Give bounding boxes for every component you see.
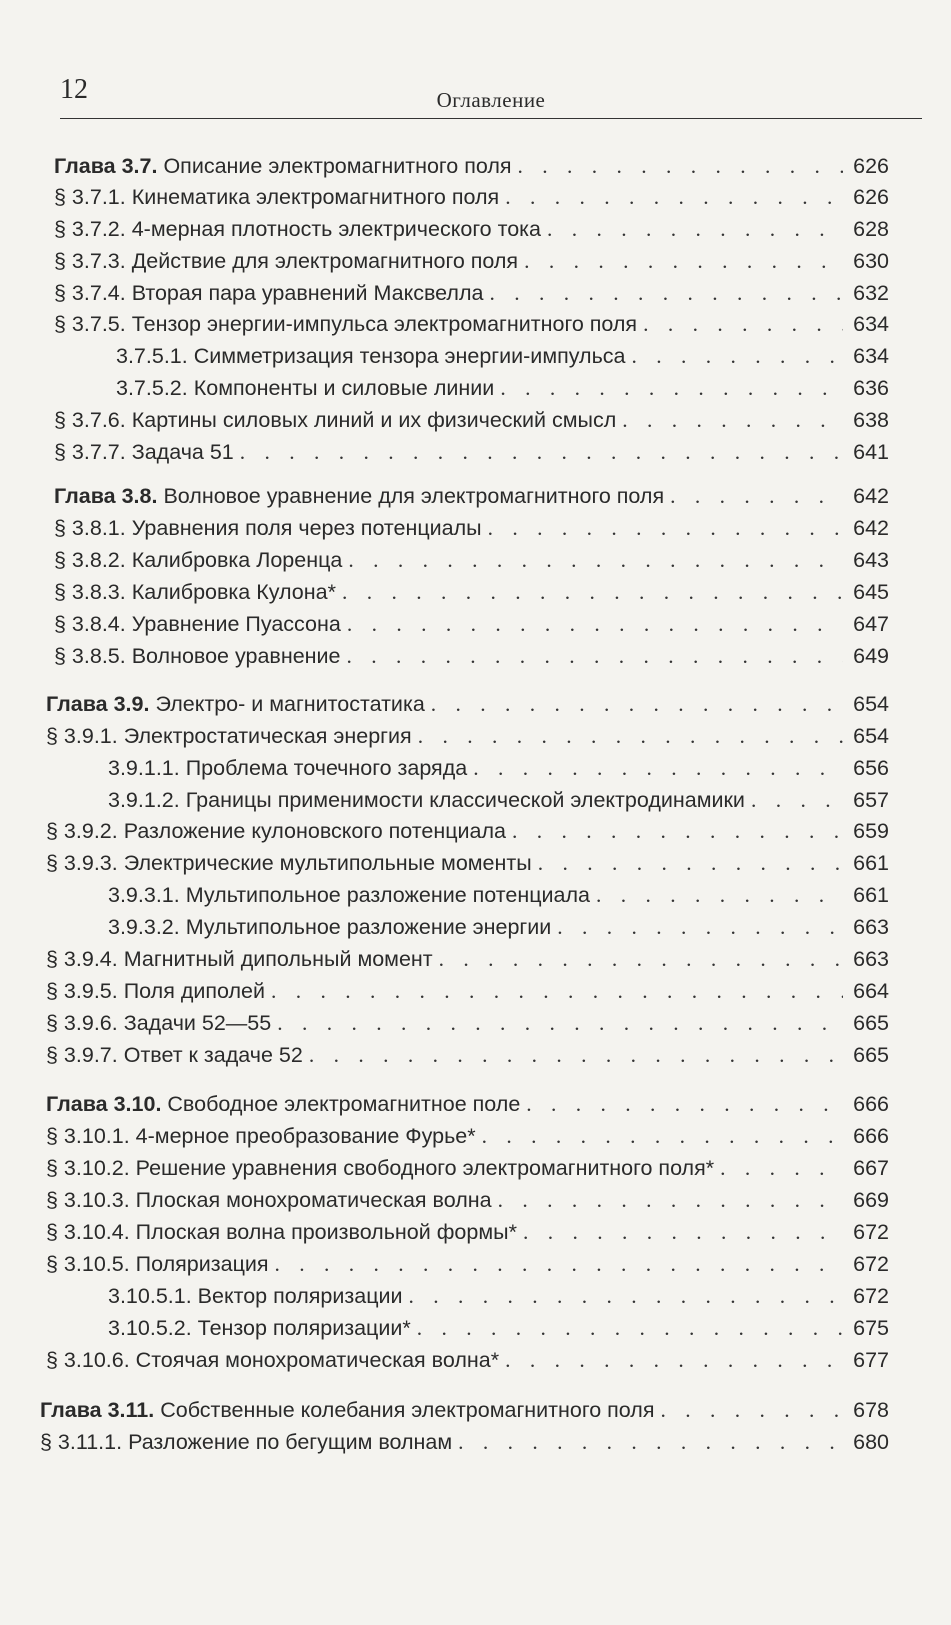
entry-text: Уравнения поля через потенциалы	[131, 516, 482, 540]
entry-title	[46, 1007, 271, 1039]
entry-text: Поляризация	[135, 1252, 269, 1276]
dot-leader	[751, 784, 843, 816]
page-ref: 654	[853, 724, 889, 748]
page-ref: 632	[853, 281, 889, 305]
dot-leader	[505, 1344, 843, 1376]
page-ref: 666	[853, 1092, 889, 1116]
entry-title	[54, 640, 341, 672]
toc-subsection	[108, 1280, 889, 1312]
entry-number: 3.7.5.2.	[116, 376, 188, 400]
toc-chapter	[54, 480, 889, 512]
toc-subsection	[116, 340, 889, 372]
toc-section	[46, 1152, 889, 1184]
page-ref: 634	[853, 312, 889, 336]
toc-subsection	[108, 1312, 889, 1344]
page-ref: 654	[853, 692, 889, 716]
entry-text: Решение уравнения свободного электромагнитного поля*	[135, 1156, 715, 1180]
entry-text: Свободное электромагнитное поле	[167, 1092, 521, 1116]
dot-leader	[240, 436, 843, 468]
entry-text: Уравнение Пуассона	[131, 612, 341, 636]
dot-leader	[418, 720, 843, 752]
entry-title	[54, 245, 518, 277]
entry-number: Глава 3.8.	[54, 484, 158, 508]
entry-number: § 3.7.1.	[54, 185, 126, 209]
entry-number: § 3.10.1.	[46, 1124, 130, 1148]
entry-number: 3.10.5.2.	[108, 1316, 192, 1340]
entry-text: Симметризация тензора энергии-импульса	[193, 344, 626, 368]
entry-number: § 3.9.3.	[46, 851, 118, 875]
entry-text: Описание электромагнитного поля	[163, 154, 512, 178]
toc-subsection	[108, 911, 889, 943]
entry-text: Стоячая монохроматическая волна*	[135, 1348, 500, 1372]
toc-subsection	[108, 752, 889, 784]
page-ref: 672	[853, 1252, 889, 1276]
entry-text: Компоненты и силовые линии	[193, 376, 495, 400]
entry-title	[46, 975, 265, 1007]
page-ref: 669	[853, 1188, 889, 1212]
page-ref: 665	[853, 1011, 889, 1035]
entry-number: 3.7.5.1.	[116, 344, 188, 368]
entry-title	[46, 688, 425, 720]
page-number: 12	[60, 74, 88, 105]
entry-text: Собственные колебания электромагнитного поля	[160, 1398, 655, 1422]
entry-title	[40, 1394, 654, 1426]
entry-text: Разложение по бегущим волнам	[128, 1430, 453, 1454]
dot-leader	[660, 1394, 843, 1426]
entry-text: Действие для электромагнитного поля	[131, 249, 519, 273]
page-ref: 657	[853, 788, 889, 812]
entry-title	[54, 576, 336, 608]
entry-text: Тензор поляризации*	[197, 1316, 411, 1340]
page-ref: 664	[853, 979, 889, 1003]
page-ref: 634	[853, 344, 889, 368]
entry-number: § 3.7.2.	[54, 217, 126, 241]
toc-chapter	[40, 1394, 889, 1426]
page-ref: 649	[853, 644, 889, 668]
page-ref: 656	[853, 756, 889, 780]
entry-number: 3.9.3.2.	[108, 915, 180, 939]
toc-section	[54, 512, 889, 544]
page-ref: 661	[853, 851, 889, 875]
entry-number: § 3.9.1.	[46, 724, 118, 748]
page-ref: 678	[853, 1398, 889, 1422]
entry-title	[46, 1152, 714, 1184]
entry-text: Проблема точечного заряда	[185, 756, 468, 780]
toc-section	[46, 720, 889, 752]
entry-title	[54, 150, 512, 182]
toc-section	[54, 181, 889, 213]
entry-title	[54, 436, 234, 468]
entry-title	[108, 752, 467, 784]
entry-number: § 3.7.5.	[54, 312, 126, 336]
entry-number: Глава 3.7.	[54, 154, 158, 178]
running-title: Оглавление	[436, 88, 546, 112]
entry-title	[46, 1248, 269, 1280]
toc-section	[46, 975, 889, 1007]
entry-title	[46, 1039, 303, 1071]
entry-title	[54, 213, 541, 245]
entry-text: Электростатическая энергия	[123, 724, 412, 748]
entry-number: § 3.9.6.	[46, 1011, 118, 1035]
page-ref: 626	[853, 154, 889, 178]
page-ref: 638	[853, 408, 889, 432]
entry-title	[46, 1344, 499, 1376]
entry-number: § 3.7.4.	[54, 281, 126, 305]
entry-title	[116, 372, 494, 404]
entry-text: Мультипольное разложение потенциала	[185, 883, 590, 907]
dot-leader	[458, 1426, 843, 1458]
dot-leader	[596, 879, 843, 911]
toc-section	[46, 943, 889, 975]
entry-number: § 3.10.5.	[46, 1252, 130, 1276]
entry-number: § 3.7.7.	[54, 440, 126, 464]
dot-leader	[512, 815, 843, 847]
page-ref: 663	[853, 947, 889, 971]
dot-leader	[670, 480, 843, 512]
dot-leader	[482, 1120, 843, 1152]
entry-number: 3.9.3.1.	[108, 883, 180, 907]
page-ref: 659	[853, 819, 889, 843]
entry-text: Границы применимости классической электродинамики	[185, 788, 745, 812]
toc-section	[46, 1344, 889, 1376]
dot-leader	[348, 544, 843, 576]
toc-section	[54, 608, 889, 640]
dot-leader	[631, 340, 843, 372]
page-ref: 641	[853, 440, 889, 464]
entry-title	[54, 512, 482, 544]
toc-subsection	[116, 372, 889, 404]
entry-title	[54, 181, 499, 213]
toc-subsection	[108, 879, 889, 911]
entry-number: § 3.11.1.	[40, 1430, 123, 1454]
page-ref: 642	[853, 516, 889, 540]
page-ref: 636	[853, 376, 889, 400]
toc-section	[54, 544, 889, 576]
entry-title	[46, 847, 532, 879]
entry-number: § 3.10.3.	[46, 1188, 130, 1212]
entry-title	[46, 815, 506, 847]
dot-leader	[622, 404, 843, 436]
page-ref: 680	[853, 1430, 889, 1454]
page-ref: 626	[853, 185, 889, 209]
entry-text: 4-мерная плотность электрического тока	[131, 217, 542, 241]
entry-number: 3.10.5.1.	[108, 1284, 192, 1308]
toc-chapter	[46, 688, 889, 720]
entry-number: 3.9.1.1.	[108, 756, 180, 780]
entry-number: Глава 3.10.	[46, 1092, 162, 1116]
entry-number: § 3.8.2.	[54, 548, 126, 572]
toc-section	[54, 640, 889, 672]
entry-text: Разложение кулоновского потенциала	[123, 819, 507, 843]
dot-leader	[439, 943, 843, 975]
toc-section	[46, 1120, 889, 1152]
entry-title	[46, 1088, 520, 1120]
entry-title	[46, 1216, 517, 1248]
toc-section	[46, 1216, 889, 1248]
entry-number: § 3.9.2.	[46, 819, 118, 843]
dot-leader	[538, 847, 843, 879]
entry-number: § 3.9.4.	[46, 947, 118, 971]
page-ref: 630	[853, 249, 889, 273]
toc-section	[46, 1184, 889, 1216]
entry-number: § 3.8.4.	[54, 612, 126, 636]
dot-leader	[500, 372, 843, 404]
toc-section	[54, 213, 889, 245]
entry-text: Вектор поляризации	[197, 1284, 403, 1308]
toc-section	[46, 1007, 889, 1039]
entry-text: Мультипольное разложение энергии	[185, 915, 552, 939]
toc-subsection	[108, 784, 889, 816]
page-ref: 672	[853, 1220, 889, 1244]
entry-text: Кинематика электромагнитного поля	[131, 185, 500, 209]
entry-title	[54, 308, 637, 340]
entry-text: 4-мерное преобразование Фурье*	[135, 1124, 476, 1148]
dot-leader	[489, 277, 843, 309]
dot-leader	[409, 1280, 843, 1312]
dot-leader	[523, 1216, 843, 1248]
entry-number: § 3.10.6.	[46, 1348, 130, 1372]
dot-leader	[309, 1039, 843, 1071]
entry-text: Ответ к задаче 52	[123, 1043, 303, 1067]
entry-title	[108, 1312, 411, 1344]
toc-section	[40, 1426, 889, 1458]
entry-number: § 3.10.4.	[46, 1220, 130, 1244]
entry-title	[54, 277, 483, 309]
page-ref: 663	[853, 915, 889, 939]
page-ref: 661	[853, 883, 889, 907]
entry-text: Поля диполей	[123, 979, 266, 1003]
entry-number: § 3.7.6.	[54, 408, 126, 432]
entry-title	[116, 340, 625, 372]
toc-chapter	[46, 1088, 889, 1120]
entry-title	[54, 608, 341, 640]
entry-text: Тензор энергии-импульса электромагнитного поля	[131, 312, 638, 336]
entry-text: Плоская волна произвольной формы*	[135, 1220, 517, 1244]
toc-section	[54, 245, 889, 277]
dot-leader	[643, 308, 843, 340]
entry-title	[108, 911, 551, 943]
dot-leader	[347, 640, 843, 672]
page-ref: 667	[853, 1156, 889, 1180]
dot-leader	[524, 245, 843, 277]
entry-number: 3.9.1.2.	[108, 788, 180, 812]
page-ref: 672	[853, 1284, 889, 1308]
entry-text: Волновое уравнение	[131, 644, 341, 668]
dot-leader	[526, 1088, 843, 1120]
dot-leader	[347, 608, 843, 640]
toc-section	[54, 576, 889, 608]
entry-title	[108, 1280, 403, 1312]
dot-leader	[557, 911, 843, 943]
entry-number: § 3.7.3.	[54, 249, 126, 273]
entry-text: Магнитный дипольный момент	[123, 947, 433, 971]
toc-section	[46, 815, 889, 847]
dot-leader	[518, 150, 843, 182]
entry-title	[40, 1426, 452, 1458]
dot-leader	[473, 752, 843, 784]
dot-leader	[275, 1248, 843, 1280]
page-ref: 628	[853, 217, 889, 241]
entry-title	[46, 1120, 476, 1152]
toc-section	[54, 436, 889, 468]
dot-leader	[417, 1312, 843, 1344]
entry-title	[54, 480, 664, 512]
entry-text: Волновое уравнение для электромагнитного поля	[163, 484, 665, 508]
entry-number: § 3.8.5.	[54, 644, 126, 668]
entry-text: Калибровка Лоренца	[131, 548, 343, 572]
toc-section	[54, 277, 889, 309]
entry-number: § 3.9.5.	[46, 979, 118, 1003]
entry-title	[108, 784, 745, 816]
entry-title	[46, 720, 412, 752]
entry-number: Глава 3.11.	[40, 1398, 155, 1422]
dot-leader	[488, 512, 843, 544]
entry-text: Задачи 52—55	[123, 1011, 272, 1035]
entry-number: § 3.9.7.	[46, 1043, 118, 1067]
page-ref: 642	[853, 484, 889, 508]
entry-text: Электрические мультипольные моменты	[123, 851, 532, 875]
dot-leader	[720, 1152, 843, 1184]
dot-leader	[277, 1007, 843, 1039]
page-ref: 675	[853, 1316, 889, 1340]
entry-text: Плоская монохроматическая волна	[135, 1188, 492, 1212]
entry-number: § 3.8.3.	[54, 580, 126, 604]
dot-leader	[498, 1184, 843, 1216]
toc-section	[46, 1248, 889, 1280]
entry-text: Картины силовых линий и их физический смысл	[131, 408, 617, 432]
entry-title	[54, 404, 616, 436]
entry-title	[46, 1184, 492, 1216]
dot-leader	[431, 688, 843, 720]
page-ref: 645	[853, 580, 889, 604]
page-ref: 666	[853, 1124, 889, 1148]
toc-section	[46, 847, 889, 879]
dot-leader	[505, 181, 843, 213]
entry-title	[46, 943, 433, 975]
toc-section	[46, 1039, 889, 1071]
toc-chapter	[54, 150, 889, 182]
dot-leader	[342, 576, 843, 608]
entry-text: Калибровка Кулона*	[131, 580, 336, 604]
entry-text: Электро- и магнитостатика	[155, 692, 425, 716]
toc-section	[54, 404, 889, 436]
dot-leader	[271, 975, 843, 1007]
toc-section	[54, 308, 889, 340]
entry-number: § 3.8.1.	[54, 516, 126, 540]
page-ref: 665	[853, 1043, 889, 1067]
entry-title	[108, 879, 590, 911]
entry-text: Вторая пара уравнений Максвелла	[131, 281, 484, 305]
page-ref: 677	[853, 1348, 889, 1372]
dot-leader	[547, 213, 843, 245]
entry-text: Задача 51	[131, 440, 234, 464]
entry-number: § 3.10.2.	[46, 1156, 130, 1180]
page-ref: 643	[853, 548, 889, 572]
entry-title	[54, 544, 342, 576]
entry-number: Глава 3.9.	[46, 692, 150, 716]
page-ref: 647	[853, 612, 889, 636]
